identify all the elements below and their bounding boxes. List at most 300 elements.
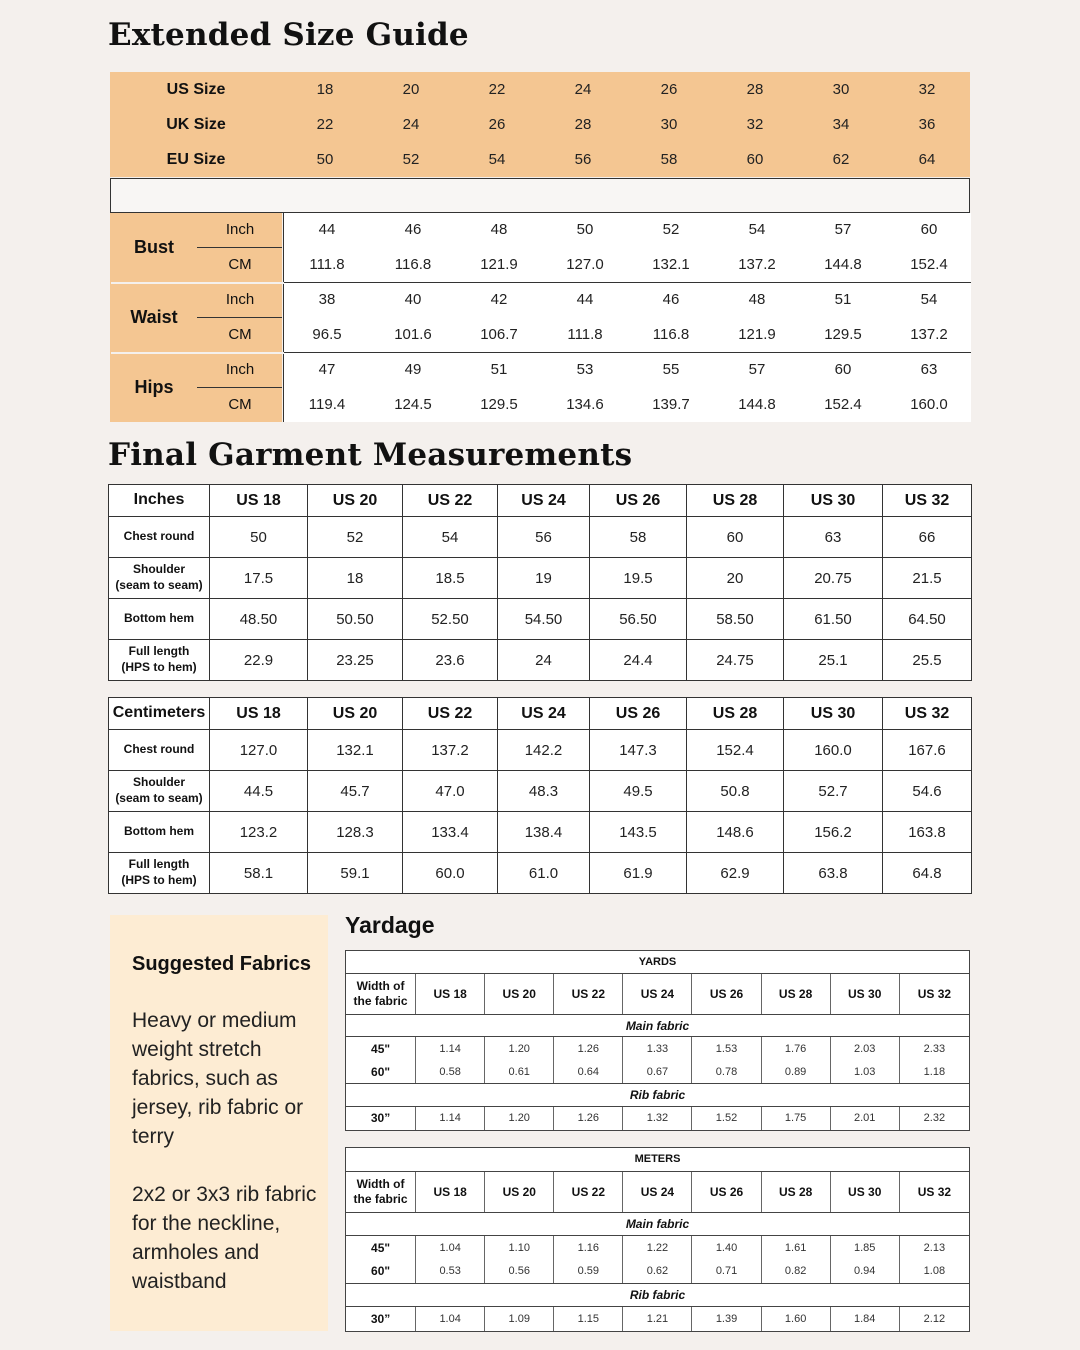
measurement-value: 116.8 (652, 326, 690, 343)
garment-value: 61.50 (784, 599, 883, 640)
garment-value: 56.50 (590, 599, 687, 640)
garment-value: 48.50 (210, 599, 308, 640)
garment-value: 50.50 (308, 599, 403, 640)
garment-value: 24.75 (687, 640, 784, 681)
garment-value: 54 (403, 517, 498, 558)
yardage-value: 1.61 (761, 1236, 830, 1260)
garment-value: 160.0 (784, 730, 883, 771)
garment-value: 148.6 (687, 812, 784, 853)
measurement-row (284, 318, 971, 352)
unit-header: Inches (109, 485, 210, 517)
row-label: Full length (HPS to hem) (109, 853, 210, 894)
size-value: 56 (574, 151, 592, 168)
yardage-value: 2.13 (899, 1236, 969, 1260)
measurement-value: 60 (834, 361, 852, 378)
yardage-caption: YARDS (346, 951, 970, 974)
measurement-value: 134.6 (566, 396, 604, 413)
yardage-column-header: US 20 (485, 974, 554, 1015)
size-value: 36 (918, 116, 936, 133)
measurement-value: 54 (920, 291, 938, 308)
fabric-width: 60" (346, 1060, 416, 1083)
column-header: US 20 (308, 485, 403, 517)
yardage-value: 0.58 (416, 1060, 485, 1083)
garment-value: 64.8 (883, 853, 972, 894)
garment-value: 143.5 (590, 812, 687, 853)
measurement-value: 53 (576, 361, 594, 378)
measurement-value: 101.6 (394, 326, 432, 343)
yardage-row (346, 1307, 970, 1332)
garment-header-row (109, 698, 972, 730)
yardage-value: 1.14 (416, 1106, 485, 1130)
yardage-value: 0.94 (830, 1260, 899, 1284)
yardage-value: 0.64 (554, 1060, 623, 1083)
size-value: 58 (660, 151, 678, 168)
measurement-value: 139.7 (652, 396, 690, 413)
garment-value: 22.9 (210, 640, 308, 681)
measurement-value: 152.4 (910, 256, 948, 273)
unit-label: Inch (225, 291, 255, 308)
main-fabric-label: Main fabric (346, 1015, 970, 1037)
size-value: 26 (660, 81, 678, 98)
yardage-value: 0.59 (554, 1260, 623, 1284)
rib-fabric-row (346, 1084, 970, 1106)
yardage-value: 1.14 (416, 1037, 485, 1060)
garment-value: 20 (687, 558, 784, 599)
measurement-labels (110, 213, 282, 422)
garment-value: 128.3 (308, 812, 403, 853)
yardage-value: 1.26 (554, 1037, 623, 1060)
yardage-value: 1.03 (830, 1060, 899, 1083)
garment-value: 49.5 (590, 771, 687, 812)
unit-label: Inch (225, 221, 255, 238)
garment-value: 44.5 (210, 771, 308, 812)
measurement-value: 52 (662, 221, 680, 238)
garment-value: 20.75 (784, 558, 883, 599)
garment-value: 25.5 (883, 640, 972, 681)
garment-value: 127.0 (210, 730, 308, 771)
garment-row (109, 640, 972, 681)
measurement-value: 137.2 (738, 256, 776, 273)
measurement-value: 160.0 (910, 396, 948, 413)
main-fabric-label: Main fabric (346, 1213, 970, 1236)
width-header: Width of the fabric (346, 1171, 416, 1213)
suggested-fabrics-box (110, 915, 328, 1331)
yardage-column-header: US 26 (692, 1171, 761, 1213)
garment-value: 63.8 (784, 853, 883, 894)
garment-value: 60 (687, 517, 784, 558)
yardage-caption: METERS (346, 1148, 970, 1172)
size-value: 62 (832, 151, 850, 168)
size-value: 30 (660, 116, 678, 133)
size-value: 30 (832, 81, 850, 98)
garment-value: 19 (498, 558, 590, 599)
fabric-width: 30” (346, 1307, 416, 1332)
measurement-value: 50 (576, 221, 594, 238)
size-value: 24 (574, 81, 592, 98)
measurement-value: 119.4 (308, 396, 346, 413)
yardage-value: 1.16 (554, 1236, 623, 1260)
yardage-value: 1.20 (485, 1106, 554, 1130)
garment-inches-table (108, 484, 972, 681)
garment-value: 54.6 (883, 771, 972, 812)
yardage-value: 1.20 (485, 1037, 554, 1060)
fabric-paragraph-rib: 2x2 or 3x3 rib fabric for the neckline, armholes and waistband (132, 1183, 317, 1293)
suggested-fabrics-title: Suggested Fabrics (132, 953, 311, 975)
measurement-row (284, 353, 971, 387)
measurement-value: 38 (318, 291, 336, 308)
column-header: US 22 (403, 485, 498, 517)
garment-value: 60.0 (403, 853, 498, 894)
garment-value: 45.7 (308, 771, 403, 812)
garment-value: 58.50 (687, 599, 784, 640)
column-header: US 18 (210, 698, 308, 730)
yardage-header-row (346, 974, 970, 1015)
size-guide-header (110, 72, 970, 177)
size-value: 64 (918, 151, 936, 168)
rib-fabric-label: Rib fabric (346, 1084, 970, 1106)
size-label: UK Size (166, 116, 226, 133)
garment-value: 132.1 (308, 730, 403, 771)
yardage-row (346, 1236, 970, 1260)
yardage-value: 2.01 (830, 1106, 899, 1130)
measurement-value: 127.0 (566, 256, 604, 273)
row-label: Bottom hem (109, 599, 210, 640)
garment-value: 61.9 (590, 853, 687, 894)
yardage-column-header: US 32 (899, 974, 969, 1015)
column-header: US 20 (308, 698, 403, 730)
measurement-value: 132.1 (652, 256, 690, 273)
measurement-row (284, 213, 971, 247)
yardage-value: 1.52 (692, 1106, 761, 1130)
unit-label: CM (228, 396, 252, 413)
size-row (110, 72, 970, 107)
yardage-column-header: US 20 (485, 1171, 554, 1213)
measurement-value: 57 (834, 221, 852, 238)
yardage-value: 2.12 (899, 1307, 969, 1332)
yardage-value: 1.09 (485, 1307, 554, 1332)
yardage-row (346, 1260, 970, 1284)
yardage-value: 1.75 (761, 1106, 830, 1130)
measurement-value: 129.5 (824, 326, 862, 343)
yardage-column-header: US 28 (761, 1171, 830, 1213)
yardage-column-header: US 24 (623, 1171, 692, 1213)
measurement-name: Hips (134, 377, 174, 397)
column-header: US 28 (687, 485, 784, 517)
garment-value: 58.1 (210, 853, 308, 894)
garment-value: 66 (883, 517, 972, 558)
measurement-value: 44 (576, 291, 594, 308)
yardage-value: 1.04 (416, 1307, 485, 1332)
garment-value: 50 (210, 517, 308, 558)
fabric-width: 45" (371, 1241, 391, 1256)
yardage-value: 0.53 (416, 1260, 485, 1284)
garment-value: 18 (308, 558, 403, 599)
size-value: 32 (918, 81, 936, 98)
size-row (110, 142, 970, 177)
column-header: US 26 (590, 698, 687, 730)
yardage-value: 1.39 (692, 1307, 761, 1332)
garment-row (109, 730, 972, 771)
yardage-column-header: US 22 (554, 974, 623, 1015)
measurement-value: 51 (834, 291, 852, 308)
garment-value: 21.5 (883, 558, 972, 599)
measurement-values (283, 213, 971, 422)
fabric-width: 30” (346, 1106, 416, 1130)
size-value: 26 (488, 116, 506, 133)
yardage-row (346, 1106, 970, 1130)
garment-value: 123.2 (210, 812, 308, 853)
garment-value: 163.8 (883, 812, 972, 853)
yardage-value: 1.33 (623, 1037, 692, 1060)
garment-row (109, 853, 972, 894)
yardage-header-row (346, 1171, 970, 1213)
garment-value: 23.25 (308, 640, 403, 681)
garment-value: 54.50 (498, 599, 590, 640)
yardage-value: 1.76 (761, 1037, 830, 1060)
measurement-value: 46 (404, 221, 422, 238)
measurement-value: 42 (490, 291, 508, 308)
yardage-meters-table (345, 1147, 970, 1332)
measurement-value: 106.7 (480, 326, 518, 343)
group-gap (111, 352, 284, 354)
yardage-value: 0.82 (761, 1260, 830, 1284)
garment-value: 61.0 (498, 853, 590, 894)
yardage-caption-row (346, 951, 970, 974)
yardage-column-header: US 28 (761, 974, 830, 1015)
size-value: 28 (574, 116, 592, 133)
measurement-value: 121.9 (480, 256, 518, 273)
size-value: 20 (402, 81, 420, 98)
measurement-group (110, 213, 282, 282)
garment-row (109, 812, 972, 853)
size-value: 54 (488, 151, 506, 168)
yardage-column-header: US 30 (830, 1171, 899, 1213)
yardage-value: 2.32 (899, 1106, 969, 1130)
measurement-row (284, 283, 971, 317)
column-header: US 24 (498, 485, 590, 517)
column-header: US 32 (883, 485, 972, 517)
measurement-value: 47 (318, 361, 336, 378)
garment-value: 138.4 (498, 812, 590, 853)
measurement-value: 54 (748, 221, 766, 238)
column-header: US 26 (590, 485, 687, 517)
measurement-value: 48 (748, 291, 766, 308)
main-fabric-row (346, 1213, 970, 1236)
garment-row (109, 558, 972, 599)
yardage-column-header: US 32 (899, 1171, 969, 1213)
measurement-value: 63 (920, 361, 938, 378)
row-label: Chest round (109, 517, 210, 558)
garment-value: 167.6 (883, 730, 972, 771)
size-guide-title: Extended Size Guide (108, 17, 469, 53)
yardage-caption-row (346, 1148, 970, 1172)
measurement-group (110, 353, 282, 422)
yardage-value: 1.15 (554, 1307, 623, 1332)
garment-value: 142.2 (498, 730, 590, 771)
size-value: 32 (746, 116, 764, 133)
column-header: US 30 (784, 485, 883, 517)
main-fabric-row (346, 1015, 970, 1037)
measurement-value: 40 (404, 291, 422, 308)
unit-label: CM (228, 256, 252, 273)
measurement-value: 46 (662, 291, 680, 308)
garment-value: 48.3 (498, 771, 590, 812)
measurement-value: 60 (920, 221, 938, 238)
measurement-value: 55 (662, 361, 680, 378)
measurement-value: 129.5 (480, 396, 518, 413)
measurement-value: 57 (748, 361, 766, 378)
garment-value: 59.1 (308, 853, 403, 894)
yardage-value: 1.08 (899, 1260, 969, 1284)
garment-title: Final Garment Measurements (108, 437, 633, 473)
yardage-value: 1.85 (830, 1236, 899, 1260)
garment-value: 19.5 (590, 558, 687, 599)
row-label: Full length (HPS to hem) (109, 640, 210, 681)
measurement-value: 111.8 (567, 326, 603, 343)
garment-value: 147.3 (590, 730, 687, 771)
measurement-value: 48 (490, 221, 508, 238)
size-label: EU Size (166, 151, 226, 168)
garment-value: 18.5 (403, 558, 498, 599)
rib-fabric-row (346, 1284, 970, 1307)
garment-value: 24.4 (590, 640, 687, 681)
fabric-paragraph-main: Heavy or medium weight stretch fabrics, such as jersey, rib fabric or terry (132, 1009, 304, 1148)
measurement-name: Waist (130, 307, 178, 327)
size-value: 34 (832, 116, 850, 133)
measurement-value: 116.8 (394, 256, 432, 273)
column-header: US 18 (210, 485, 308, 517)
yardage-column-header: US 22 (554, 1171, 623, 1213)
size-value: 50 (316, 151, 334, 168)
garment-centimeters-table (108, 697, 972, 894)
yardage-value: 0.67 (623, 1060, 692, 1083)
garment-row (109, 517, 972, 558)
measurement-value: 124.5 (394, 396, 432, 413)
yardage-yards-table (345, 950, 970, 1131)
yardage-value: 0.62 (623, 1260, 692, 1284)
yardage-row (346, 1037, 970, 1060)
yardage-column-header: US 26 (692, 974, 761, 1015)
yardage-column-header: US 30 (830, 974, 899, 1015)
garment-value: 156.2 (784, 812, 883, 853)
measurement-row (284, 388, 971, 422)
column-header: US 30 (784, 698, 883, 730)
fabric-width: 60" (346, 1260, 416, 1284)
garment-value: 133.4 (403, 812, 498, 853)
measurement-value: 137.2 (910, 326, 948, 343)
yardage-column-header: US 18 (416, 1171, 485, 1213)
yardage-value: 0.56 (485, 1260, 554, 1284)
unit-label: Inch (225, 361, 255, 378)
garment-value: 17.5 (210, 558, 308, 599)
garment-value: 52.7 (784, 771, 883, 812)
garment-value: 52 (308, 517, 403, 558)
measurement-value: 96.5 (312, 326, 342, 343)
measurement-value: 51 (490, 361, 508, 378)
size-value: 22 (488, 81, 506, 98)
garment-value: 23.6 (403, 640, 498, 681)
yardage-value: 1.21 (623, 1307, 692, 1332)
measurement-value: 121.9 (738, 326, 776, 343)
yardage-value: 1.22 (623, 1236, 692, 1260)
yardage-value: 1.40 (692, 1236, 761, 1260)
size-value: 52 (402, 151, 420, 168)
row-label: Chest round (109, 730, 210, 771)
column-header: US 22 (403, 698, 498, 730)
column-header: US 24 (498, 698, 590, 730)
measurement-value: 111.8 (309, 256, 345, 273)
size-value: 28 (746, 81, 764, 98)
garment-row (109, 771, 972, 812)
yardage-value: 2.03 (830, 1037, 899, 1060)
yardage-value: 1.84 (830, 1307, 899, 1332)
garment-value: 52.50 (403, 599, 498, 640)
width-header: Width of the fabric (346, 974, 416, 1015)
yardage-column-header: US 24 (623, 974, 692, 1015)
size-guide-body (110, 213, 970, 422)
measurement-value: 144.8 (824, 256, 862, 273)
yardage-value: 0.71 (692, 1260, 761, 1284)
row-label: Bottom hem (109, 812, 210, 853)
row-label: Shoulder (seam to seam) (109, 771, 210, 812)
yardage-value: 1.32 (623, 1106, 692, 1130)
group-gap (111, 282, 284, 284)
yardage-column-header: US 18 (416, 974, 485, 1015)
yardage-value: 1.60 (761, 1307, 830, 1332)
garment-value: 152.4 (687, 730, 784, 771)
size-value: 60 (746, 151, 764, 168)
yardage-value: 1.26 (554, 1106, 623, 1130)
garment-row (109, 599, 972, 640)
fabric-width: 45" (371, 1041, 391, 1056)
measurement-value: 152.4 (824, 396, 862, 413)
row-label: Shoulder (seam to seam) (109, 558, 210, 599)
garment-value: 58 (590, 517, 687, 558)
size-label: US Size (166, 81, 226, 98)
measurement-row (284, 248, 971, 282)
yardage-value: 1.53 (692, 1037, 761, 1060)
yardage-value: 1.10 (485, 1236, 554, 1260)
size-guide-table (110, 72, 970, 422)
column-header: US 28 (687, 698, 784, 730)
rib-fabric-label: Rib fabric (346, 1284, 970, 1307)
yardage-value: 1.04 (416, 1236, 485, 1260)
yardage-value: 0.89 (761, 1060, 830, 1083)
garment-value: 56 (498, 517, 590, 558)
yardage-value: 1.18 (899, 1060, 969, 1083)
garment-value: 62.9 (687, 853, 784, 894)
size-value: 24 (402, 116, 420, 133)
size-value: 18 (316, 81, 334, 98)
garment-header-row (109, 485, 972, 517)
yardage-value: 2.33 (899, 1037, 969, 1060)
size-row (110, 107, 970, 142)
measurement-value: 49 (404, 361, 422, 378)
garment-value: 25.1 (784, 640, 883, 681)
measurement-value: 144.8 (738, 396, 776, 413)
size-guide-spacer (110, 178, 970, 213)
yardage-value: 0.78 (692, 1060, 761, 1083)
yardage-value: 0.61 (485, 1060, 554, 1083)
garment-value: 24 (498, 640, 590, 681)
yardage-title: Yardage (345, 912, 435, 938)
measurement-group (110, 283, 282, 352)
garment-value: 47.0 (403, 771, 498, 812)
measurement-value: 44 (318, 221, 336, 238)
garment-value: 64.50 (883, 599, 972, 640)
measurement-name: Bust (134, 237, 174, 257)
size-value: 22 (316, 116, 334, 133)
